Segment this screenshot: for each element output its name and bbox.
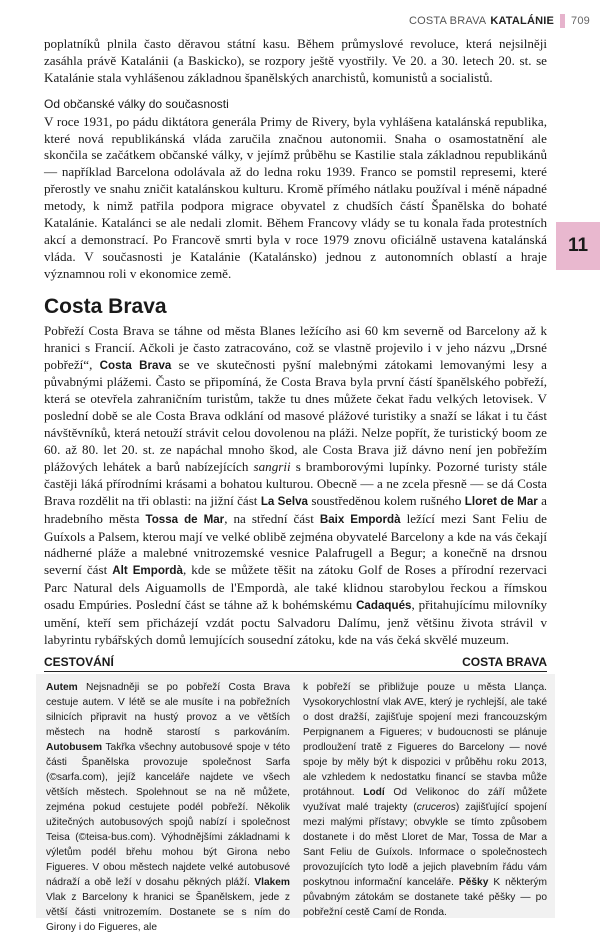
mode-label: Autobusem (46, 742, 103, 753)
travel-column-right: k pobřeží se přibližuje pouze u města Llança. Vysokorychlostní vlak AVE, který je rychlejší, ale také o dost dražší, zajišťuje spojení mezi francouzským Perpignanem a Figueres; v budoucnosti se plánuje prodloužení tratě z Figueres do Barcelony — nové spoje by měly být k dispozici v průběhu roku 2013, ale vzhledem k nedostatku financí se stavba může protáhnout. Lodí Od Velikonoc do září můžete využívat malé trajekty (cruceros) zajišťující spojení mezi malými přístavy; obvykle se tímto způsobem dostanete i do měst Lloret de Mar, Tossa de Mar a Sant Feliu de Guíxols. Informace o společnostech provozujících tyto lodě a jejich plavebním řádu vám poskytnou informační kanceláře. Pěšky K některým půvabným zátokám se dostanete také pěšky — po pobřežní cestě Camí de Ronda. (303, 682, 547, 918)
travel-box-header (44, 655, 547, 672)
keyword: Tossa de Mar (145, 512, 225, 526)
header-chapter: KATALÁNIE (490, 15, 555, 27)
travel-column-left: Autem Nejsnadněji se po pobřeží Costa Brava cestuje autem. V létě se ale musíte i na pobřežních silnicích připravit na hustý provoz a ve větších městech na hodně starostí s parkováním. Autobusem Takřka všechny autobusové spoje v této části Španělska provozuje společnost Sarfa (©sarfa.com), jejíž kanceláře najdete ve všech větších městech. Spolehnout se na ně můžete, zejména pokud cestujete podél pobřeží. Několik užitečných autobusových spojů nabízí i společnost Teisa (©teisa-bus.com). Výhodnějšími základnami k výletům podél břehu mohou být Girona nebo Figueres. V obou městech najdete velké autobusové nádraží a obě leží v dosahu pěkných pláží. Vlakem Vlak z Barcelony k hranici se Španělskem, jede z větší části vnitrozemím. Dostanete se s ním do Girony i do Figueres, ale (46, 682, 290, 933)
main-text (44, 36, 547, 649)
travel-box-title: CESTOVÁNÍ (44, 655, 114, 669)
chapter-tab: 11 (556, 222, 600, 270)
intro-paragraph: poplatníků plnila často děravou státní kasu. Během průmyslové revoluce, která nejsilněji zasáhla právě Katalánii (a Baskicko), se rozpory ještě vyostřily. Ve 20. a 30. letech 20. st. se Katalánie stala vyhlášenou základnou španělských anarchistů, komunistů a socialistů. (44, 36, 547, 85)
travel-info-box (36, 674, 555, 933)
page-number: 709 (571, 15, 590, 27)
italic-term: cruceros (416, 802, 456, 813)
running-header (409, 14, 590, 28)
mode-label: Lodí (363, 787, 385, 798)
keyword: Cadaqués (356, 599, 412, 613)
costa-paragraph: Pobřeží Costa Brava se táhne od města Blanes ležícího asi 60 km severně od Barcelony až k hranici s Francií. Ačkoli je často zatracováno, což se vlastně projevilo i v jeho názvu „Drsné pobřeží“, Costa Brava se ve skutečnosti pyšní malebnými zátokami lemovanými lesy a půvabnými plážemi. Často se připomíná, že Costa Brava byla první částí španělského pobřeží, která se otevřela zahraničním turistům, takže tu dnes můžete čekat řadu velkých letovisek. V poslední době se ale Costa Brava odklání od masové plážové turistiky a snaží se lákat i tu část návštěvníků, která netouží strávit celou dovolenou na pláži. Nelze popřít, že turistický boom ze 60. až 80. let 20. st. ze napáchal mnoho škod, ale Costa Brava již dávno není jen pobřežím plážových lehátek a barů nabízejících sangrii s bramborovými lupínky. Pozorné turisty stále častěji láká přírodními krásami a bohatou kulturou. Obecně — a ne zcela přesně — se dá Costa Brava rozdělit na tři oblasti: na jižní část La Selva soustředěnou kolem rušného Lloret de Mar a hradebního města Tossa de Mar, na střední část Baix Empordà ležící mezi Sant Feliu de Guíxols a Palsem, kterou mají ve velké oblibě zejména obyvatelé Barcelony a kde na vás čekají nádherné pláže a malebné vnitrozemské vesnice Palafrugell a Begur; a konečně na drsnou severní část Alt Empordà, kde se můžete těšit na zátoku Golf de Roses a přírodní rezervaci Parc Natural dels Aiguamolls de l'Empordà, ale také klidnou starobylou řeckou a římskou osadu Empúries. Poslední část se táhne až k bohémskému Cadaqués, přitahujícímu milovníky umění, kteří sem přicházejí vzdát poctu Salvadoru Dalímu, jenž většinu života strávil v labyrintu rybářských domů lemujících sousední zátoku, kde na vás čeká skvělé muzeum. (44, 322, 547, 647)
section-title: Costa Brava (44, 294, 167, 318)
keyword: Costa Brava (99, 358, 172, 372)
mode-label: Pěšky (458, 877, 489, 888)
keyword: Alt Empordà (112, 564, 183, 578)
keyword: Baix Empordà (319, 512, 401, 526)
mode-label: Autem (46, 682, 78, 693)
subheading: Od občanské války do současnosti (44, 96, 229, 111)
keyword: Lloret de Mar (464, 494, 538, 508)
header-divider (560, 14, 565, 28)
mode-label: Vlakem (254, 877, 290, 888)
header-section: COSTA BRAVA (408, 15, 487, 27)
history-paragraph: V roce 1931, po pádu diktátora generála Primy de Rivery, byla vyhlášena katalánská republika, které nová republikánská vláda zaručila značnou autonomii. Snaha o osamostatnění ale skončila se začátkem občanské války, v jejímž průběhu se Kastilie stala základnou republikánů — například Barcelona odolávala až do ledna roku 1939. Franco se pomstil represemi, které přerostly ve snahu zničit katalánskou kulturu. Kromě přímého nátlaku používal i méně nápadné metody, k nimž patřila podpora migrace obyvatel z chudších částí Španělska do bohaté Katalánie. Katalánci se ale nedali zlomit. Během Francovy vlády se tu konala řada protestních akcí a demonstrací. Po Francově smrti byla v roce 1979 znovu oficiálně ustavena katalánská vláda. V současnosti je Katalánie (Katalánsko) jednou z autonomních oblastí a hraje významnou roli v ekonomice země. (44, 113, 547, 281)
italic-term: sangrii (253, 458, 291, 474)
keyword: La Selva (260, 494, 308, 508)
travel-box-region: COSTA BRAVA (462, 655, 547, 669)
